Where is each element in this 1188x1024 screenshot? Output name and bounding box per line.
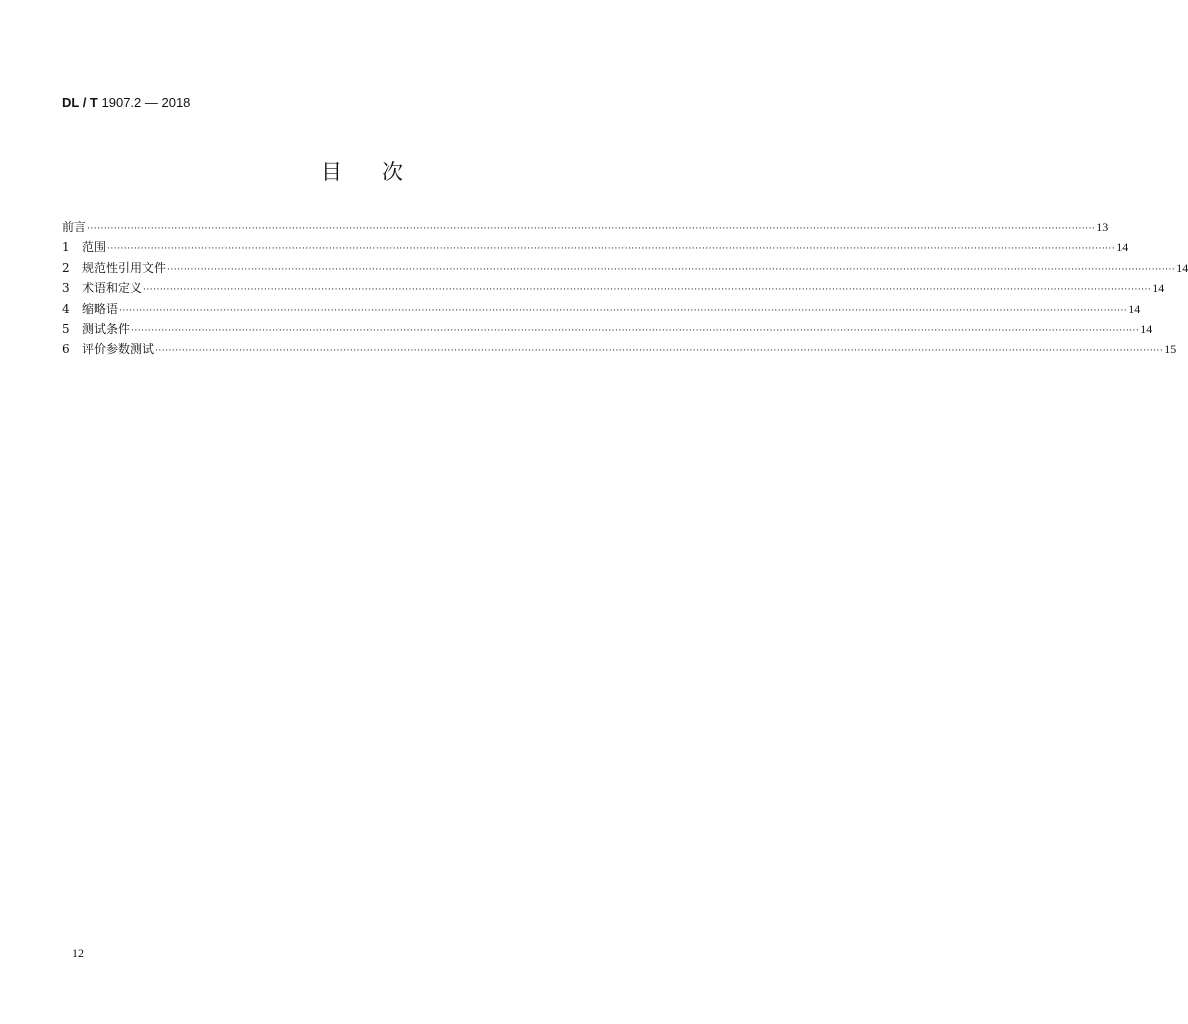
standard-header (62, 95, 190, 110)
toc-entry-number: 5 (62, 321, 70, 336)
toc-entry-scope[interactable] (62, 237, 1129, 257)
toc-entry-label: 缩略语 (82, 301, 119, 316)
toc-entry-number: 4 (62, 301, 70, 316)
toc-leader-dots: ············································································································································································································································································································ (119, 305, 1128, 316)
toc-entry-number: 6 (62, 342, 70, 357)
toc-entry-page: 14 (1176, 260, 1188, 275)
toc-leader-dots: ············································································································································································································································································································ (131, 325, 1140, 336)
standard-number: 1907.2 — 2018 (101, 95, 191, 110)
toc-list (62, 217, 1188, 360)
toc-entry-label: 评价参数测试 (82, 342, 155, 357)
page-number: 12 (72, 946, 84, 960)
toc-leader-dots: ············································································································································································································································································································ (107, 244, 1116, 255)
toc-entry-label: 规范性引用文件 (82, 260, 167, 275)
standard-code: DL / T (62, 95, 98, 110)
toc-entry-normative-references[interactable] (62, 258, 1188, 278)
toc-title-char-1: 目 (321, 160, 342, 184)
toc-entry-page: 14 (1152, 281, 1165, 296)
toc-entry-page: 14 (1140, 321, 1153, 336)
toc-entry-page: 13 (1096, 220, 1109, 234)
toc-entry-number: 3 (62, 281, 70, 296)
toc-entry-number: 2 (62, 260, 70, 275)
toc-entry-page: 14 (1116, 240, 1129, 255)
toc-entry-label: 测试条件 (82, 321, 131, 336)
toc-entry-evaluation-parameter-test[interactable] (62, 339, 1177, 359)
toc-leader-dots: ············································································································································································································································································································ (143, 285, 1152, 296)
toc-title (0, 156, 724, 186)
toc-entry-label: 范围 (82, 240, 107, 255)
toc-entry-foreword[interactable] (62, 217, 1109, 237)
toc-entry-label: 前言 (62, 220, 87, 234)
toc-leader-dots: ············································································································································································································································································································ (87, 224, 1096, 234)
toc-entry-page: 14 (1128, 301, 1141, 316)
toc-leader-dots: ············································································································································································································································································································ (155, 346, 1164, 357)
toc-entry-number: 1 (62, 240, 70, 255)
toc-entry-test-conditions[interactable] (62, 319, 1153, 339)
toc-entry-page: 15 (1164, 342, 1177, 357)
toc-entry-terms-definitions[interactable] (62, 278, 1165, 298)
toc-leader-dots: ············································································································································································································································································································ (167, 264, 1176, 275)
toc-entry-abbreviations[interactable] (62, 299, 1141, 319)
toc-title-char-2: 次 (382, 160, 403, 184)
toc-entry-label: 术语和定义 (82, 281, 143, 296)
